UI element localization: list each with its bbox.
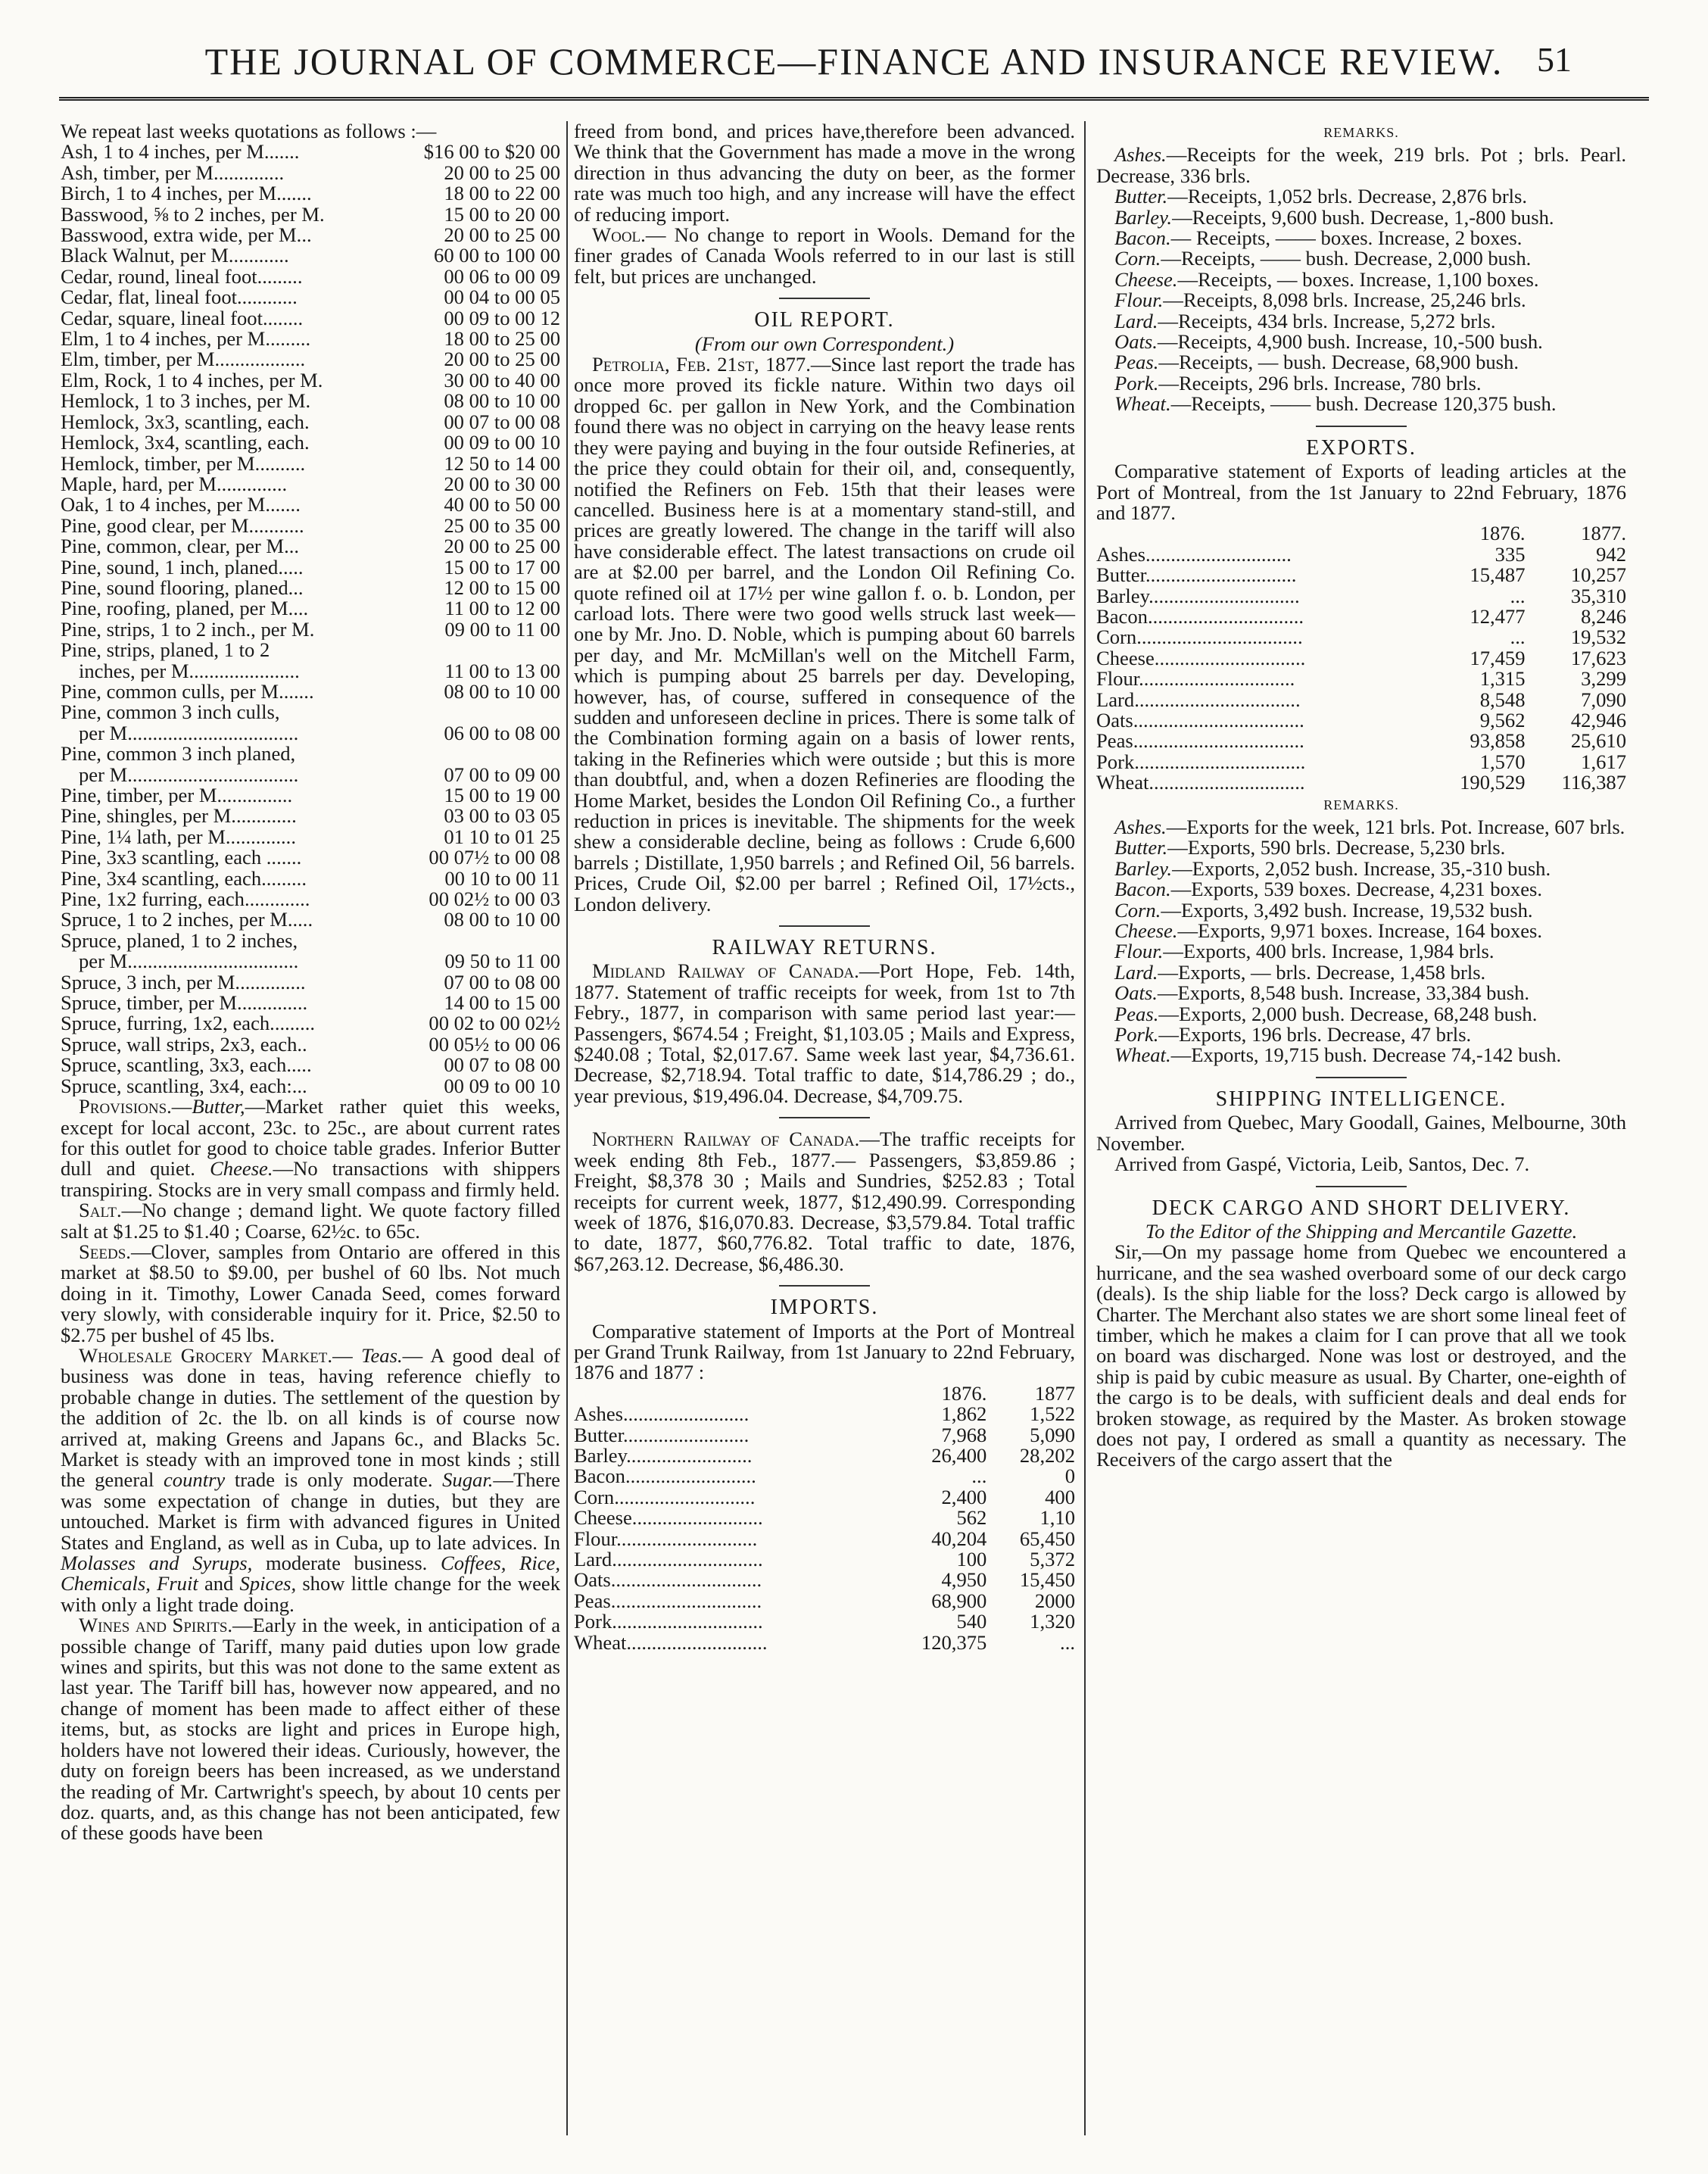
rate-line: Spruce, furring, 1x2, each......... 00 02 to 00 02½ xyxy=(61,1012,560,1035)
rate-line: Spruce, wall strips, 2x3, each.. 00 05½ to 00 06 xyxy=(61,1032,560,1056)
remark-item: Cheese.—Exports, 9,971 boxes. Increase, 164 boxes. xyxy=(1114,919,1542,943)
lumber-rates-list xyxy=(61,972,560,1096)
wines-paragraph: Wines and Spirits.—Early in the week, in anticipation of a possible change of Tariff, many paid duties upon low grade wines and spirits, but this was not done to the same extent as last year. The Tariff bill has, however now appeared, and no change of moment has been made to affect either of these items, but, as stocks are light and prices in Europe high, holders have not lowered their ideas. Curiously, however, the duty on foreign beers has been increased, as we understand the reading of Mr. Cartwright's speech, by about 10 cents per doz. quarts, and, as this change has not been anticipated, few of these goods have been xyxy=(61,1614,560,1845)
remark-item: Oats.—Exports, 8,548 bush. Increase, 33,384 bush. xyxy=(1114,981,1530,1005)
deck-cargo-letter: Sir,—On my passage home from Quebec we encountered a hurricane, and the sea washed overboard some of our deck cargo (deals). Is the ship liable for the loss? Deck cargo is allowed by Charter. The Merchant also states we are short some lineal feet of timber, which he makes a claim for I can prove that all we took on board was discharged. None was lost or destroyed, and the ship is paid by cubic measure as usual. By Charter, one-eighth of the cargo is to be deals, with sufficient deals and deal ends for broken stowage, as required by the Master. As broken stowage does not pay, I ordered as small a quantity as necessary. The Receivers of the cargo assert that the xyxy=(1096,1240,1626,1471)
rate-line: Maple, hard, per M.............. 20 00 to 30 00 xyxy=(61,472,560,495)
rate-line: Pine, timber, per M............... 15 00 to 19 00 xyxy=(61,784,560,806)
remark-item: Pork.—Receipts, 296 brls. Increase, 780 brls. xyxy=(1114,371,1482,395)
exports-heading: EXPORTS. xyxy=(1306,435,1417,460)
rate-line: Pine, strips, planed, 1 to 2 xyxy=(61,638,270,662)
remark-item: Wheat.—Exports, 19,715 bush. Decrease 74,-142 bush. xyxy=(1114,1043,1562,1067)
section-separator xyxy=(779,1117,870,1118)
column-2 xyxy=(574,121,1075,1653)
remark-item: Ashes.—Receipts for the week, 219 brls. Pot ; brls. Pearl. Decrease, 336 brls. xyxy=(1096,143,1626,187)
table-row: Lard................................. 8,548 7,090 xyxy=(1096,688,1626,711)
rate-line: Cedar, square, lineal foot........ 00 09 to 00 12 xyxy=(61,306,560,329)
table-header-row: 1876. 1877 xyxy=(941,1381,1075,1405)
table-row: Pork.................................. 1,570 1,617 xyxy=(1096,750,1626,773)
rate-line: Elm, 1 to 4 inches, per M......... 18 00 to 25 00 xyxy=(61,327,560,351)
rate-line: Spruce, scantling, 3x3, each..... 00 07 to 08 00 xyxy=(61,1053,560,1077)
salt-paragraph: Salt.—No change ; demand light. We quote factory filled salt at $1.25 to $1.40 ; Coarse, 62½c. to 65c. xyxy=(61,1199,560,1243)
table-row: Oats.............................. 4,950 15,450 xyxy=(574,1568,1075,1592)
imports-table xyxy=(574,1383,1075,1653)
rate-line: Hemlock, 3x4, scantling, each. 00 09 to 00 10 xyxy=(61,431,560,454)
table-row: Peas.................................. 93,858 25,610 xyxy=(1096,729,1626,753)
remark-item: Corn.—Exports, 3,492 bush. Increase, 19,532 bush. xyxy=(1114,898,1533,922)
table-row: Cheese.......................... 562 1,10 xyxy=(574,1506,1075,1530)
rate-line: per M.................................. 06 00 to 08 00 xyxy=(79,721,560,744)
rate-line: Ash, 1 to 4 inches, per M....... $16 00 to $20 00 xyxy=(61,140,560,164)
rate-line: Pine, common 3 inch culls, xyxy=(61,700,280,724)
table-row: Pork.............................. 540 1,320 xyxy=(574,1610,1075,1633)
table-row: Cheese.............................. 17,459 17,623 xyxy=(1096,646,1626,669)
deck-cargo-heading: DECK CARGO AND SHORT DELIVERY. xyxy=(1152,1196,1571,1220)
continued-paragraph: freed from bond, and prices have,therefore been advanced. We think that the Government has made a move in the wrong direction in thus advancing the duty on beer, as the former rate was much too high, and any increase will have the effect of reducing import. xyxy=(574,120,1075,226)
oil-report-text: Petrolia, Feb. 21st, 1877.—Since last report the trade has once more proved its fickle nature. Within two days oil dropped 6c. per gallon in New York, and the Combination found there was no object in carrying on the heavy lease rents they were paying and buying in the four outside Refineries, at the price they could obtain for their oil, and, consequently, notified the Refiners on Feb. 15th that their leases were cancelled. Business here is at a momentary stand-still, and prices are greatly lowered. The change in the tariff will also have considerable effect. The latest transactions on crude oil are at $2.00 per barrel, and the London Oil Refining Co. quote refined oil at 17½ per wine gallon f. o. b. London, per carload lots. There were two good wells struck last week—one by Mr. Jno. D. Noble, which is pumping about 60 barrels per day, and Mr. McMillan's well on the Mitchell Farm, which is pumping about 25 barrels per day. Developing, however, has, of course, suffered in consequence of the sudden and unforeseen decline in prices. There is some talk of the Combination forming again on a basis of lower rents, taking in the Refineries which were outside ; but this is more than doubtful, and, when a dozen Refineries are flooding the Home Market, besides the London Oil Refining Co., a further reduction in prices is inevitable. The shipments for the week shew a considerable decline, being as follows : Crude 6,600 barrels ; Distillate, 1,950 barrels ; and Refined Oil, 56 barrels. Prices, Crude Oil, $2.00 per barrel ; Refined Oil, 17½cts., London delivery. xyxy=(574,353,1075,915)
table-row: Ashes......................... 1,862 1,522 xyxy=(574,1402,1075,1426)
rate-line: Pine, strips, 1 to 2 inch., per M. 09 00 to 11 00 xyxy=(61,617,560,641)
rate-line: Pine, sound, 1 inch, planed..... 15 00 to 17 00 xyxy=(61,555,560,579)
remark-item: Ashes.—Exports for the week, 121 brls. Pot. Increase, 607 brls. xyxy=(1114,816,1625,838)
rate-line: inches, per M...................... 11 00 to 13 00 xyxy=(79,659,560,682)
remark-item: Cheese.—Receipts, — boxes. Increase, 1,100 boxes. xyxy=(1114,267,1539,291)
imports-intro: Comparative statement of Imports at the Port of Montreal per Grand Trunk Railway, from 1st January to 22nd February, 1876 and 1877 : xyxy=(574,1319,1075,1384)
table-row: Corn................................. ... 19,532 xyxy=(1096,625,1626,649)
table-row: Barley.............................. ... 35,310 xyxy=(1096,584,1626,607)
journal-title: THE JOURNAL OF COMMERCE—FINANCE AND INSURANCE REVIEW. xyxy=(204,40,1504,83)
table-row: Butter.............................. 15,487 10,257 xyxy=(1096,563,1626,587)
table-row: Oats.................................. 9,562 42,946 xyxy=(1096,708,1626,731)
railway-returns-heading: RAILWAY RETURNS. xyxy=(712,936,937,960)
rate-line: Black Walnut, per M............ 60 00 to 100 00 xyxy=(61,244,560,267)
table-row: Bacon.......................... ... 0 xyxy=(574,1464,1075,1488)
shipping-item: Arrived from Quebec, Mary Goodall, Gaines, Melbourne, 30th November. xyxy=(1096,1111,1626,1155)
table-row: Ashes............................. 335 942 xyxy=(1096,542,1626,566)
remark-item: Barley.—Exports, 2,052 bush. Increase, 35,-310 bush. xyxy=(1114,856,1551,880)
rate-line: Basswood, extra wide, per M... 20 00 to 25 00 xyxy=(61,223,560,247)
remark-item: Peas.—Exports, 2,000 bush. Decrease, 68,248 bush. xyxy=(1114,1002,1538,1025)
exports-table xyxy=(1096,523,1626,793)
header-rule xyxy=(59,97,1649,101)
rate-line: Pine, shingles, per M............. 03 00 to 03 05 xyxy=(61,804,560,828)
northern-railway-text: Northern Railway of Canada.—The traffic receipts for week ending 8th Feb., 1877.— Passengers, $3,859.86 ; Freight, $8,378 30 ; Mails and Sundries, $252.83 ; Total receipts for current week, 1877, $12,490.99. Corresponding week of 1876, $16,070.83. Decrease, $3,579.84. Total traffic to date, 1877, $60,776.82. Total traffic to date, 1876, $67,263.12. Decrease, $6,486.30. xyxy=(574,1128,1075,1275)
oil-report-heading: OIL REPORT. xyxy=(754,308,895,332)
rate-line: Spruce, timber, per M.............. 14 00 to 15 00 xyxy=(61,991,560,1015)
remark-item: Flour.—Receipts, 8,098 brls. Increase, 25,246 brls. xyxy=(1114,289,1526,312)
remark-item: Wheat.—Receipts, —— bush. Decrease 120,375 bush. xyxy=(1114,392,1557,416)
shipping-item: Arrived from Gaspé, Victoria, Leib, Santos, Dec. 7. xyxy=(1114,1153,1530,1176)
page-header xyxy=(0,39,1708,100)
remark-item: Corn.—Receipts, —— bush. Decrease, 2,000 bush. xyxy=(1114,247,1532,270)
imports-heading: IMPORTS. xyxy=(770,1296,879,1320)
table-row: Flour............................... 1,315 3,299 xyxy=(1096,667,1626,691)
rate-line: Pine, sound flooring, planed... 12 00 to 15 00 xyxy=(61,575,560,599)
remarks-list xyxy=(1096,145,1626,414)
remark-item: Lard.—Receipts, 434 brls. Increase, 5,272 brls. xyxy=(1114,309,1496,332)
remarks-heading: REMARKS. xyxy=(1323,125,1399,140)
remark-item: Bacon.— Receipts, —— boxes. Increase, 2 boxes. xyxy=(1114,226,1523,250)
rate-line: Oak, 1 to 4 inches, per M....... 40 00 to 50 00 xyxy=(61,493,560,516)
lumber-rates-list xyxy=(61,785,560,931)
remarks-list xyxy=(1096,817,1626,1066)
rate-line: Spruce, 1 to 2 inches, per M..... 08 00 to 10 00 xyxy=(61,908,560,931)
rate-line: Cedar, round, lineal foot......... 00 06 to 00 09 xyxy=(61,264,560,288)
remarks-heading: REMARKS. xyxy=(1323,797,1399,813)
rate-line: Pine, 3x3 scantling, each ....... 00 07½ to 00 08 xyxy=(61,846,560,869)
table-row: Wheat............................... 190,529 116,387 xyxy=(1096,771,1626,794)
rate-line: Pine, common 3 inch planed, xyxy=(61,742,296,766)
lumber-rates-list xyxy=(61,142,560,640)
rate-line: Pine, roofing, planed, per M.... 11 00 to 12 00 xyxy=(61,597,560,620)
midland-railway-text: Midland Railway of Canada.—Port Hope, Feb. 14th, 1877. Statement of traffic receipts for week, from 1st to 7th Febry., 1877, in comparison with same period last year:—Passengers, $674.54 ; Freight, $1,103.05 ; Mails and Express, $240.08 ; Total, $2,017.67. Same week last year, $4,736.61. Decrease, $2,718.94. Total traffic to date, $14,786.29 ; do., year previous, $19,496.04. Decrease, $4,709.75. xyxy=(574,959,1076,1107)
rate-line: per M.................................. 07 00 to 09 00 xyxy=(79,763,560,786)
rate-line: Cedar, flat, lineal foot............ 00 04 to 00 05 xyxy=(61,285,560,309)
rate-line: Ash, timber, per M.............. 20 00 to 25 00 xyxy=(61,161,560,184)
section-separator xyxy=(1316,426,1407,427)
remark-item: Barley.—Receipts, 9,600 bush. Decrease, 1,-800 bush. xyxy=(1114,205,1554,229)
rate-line: Hemlock, 3x3, scantling, each. 00 07 to 00 08 xyxy=(61,410,560,433)
rate-line: Hemlock, timber, per M.......... 12 50 to 14 00 xyxy=(61,451,560,475)
rate-line: Spruce, 3 inch, per M.............. 07 00 to 08 00 xyxy=(61,970,560,993)
table-row: Butter......................... 7,968 5,090 xyxy=(574,1423,1075,1446)
rate-line: Spruce, planed, 1 to 2 inches, xyxy=(61,928,298,952)
table-row: Flour............................ 40,204 65,450 xyxy=(574,1527,1075,1550)
column-1 xyxy=(61,121,560,1844)
wool-paragraph: Wool.— No change to report in Wools. Demand for the finer grades of Canada Wools referred to in our last is still felt, but prices are unchanged. xyxy=(574,223,1075,288)
rate-line: Pine, good clear, per M........... 25 00 to 35 00 xyxy=(61,513,560,537)
page-number: 51 xyxy=(1537,40,1572,79)
remark-item: Butter.—Receipts, 1,052 brls. Decrease, 2,876 brls. xyxy=(1114,185,1528,208)
table-header-row: 1876. 1877. xyxy=(1479,522,1626,545)
rate-line: Pine, 3x4 scantling, each......... 00 10 to 00 11 xyxy=(61,866,560,890)
rate-line: Pine, common culls, per M....... 08 00 to 10 00 xyxy=(61,679,560,703)
column-divider xyxy=(1084,121,1086,2135)
oil-report-subheading: (From our own Correspondent.) xyxy=(694,332,955,355)
table-row: Corn............................ 2,400 400 xyxy=(574,1485,1075,1508)
table-row: Bacon............................... 12,477 8,246 xyxy=(1096,604,1626,628)
table-row: Lard.............................. 100 5,372 xyxy=(574,1548,1075,1570)
rate-line: Spruce, scantling, 3x4, each:... 00 09 to 00 10 xyxy=(61,1074,560,1097)
rate-line: per M.................................. 09 50 to 11 00 xyxy=(79,950,560,973)
section-separator xyxy=(779,298,870,299)
provisions-paragraph: Provisions.—Butter,—Market rather quiet this weeks, except for local accont, 23c. to 25c., are about current rates for this outlet for good to choice table grades. Inferior Butter dull and quiet. Cheese.—No transactions with shippers transpiring. Stocks are in very small compass and firmly held. xyxy=(61,1095,561,1201)
remark-item: Butter.—Exports, 590 brls. Decrease, 5,230 brls. xyxy=(1114,836,1506,859)
column-divider xyxy=(566,121,568,2135)
rate-line: Pine, 1¼ lath, per M.............. 01 10 to 01 25 xyxy=(61,825,560,848)
rate-line: Elm, Rock, 1 to 4 inches, per M. 30 00 to 40 00 xyxy=(61,368,560,391)
shipping-heading: SHIPPING INTELLIGENCE. xyxy=(1215,1087,1507,1111)
remark-item: Pork.—Exports, 196 brls. Decrease, 47 brls. xyxy=(1114,1023,1472,1046)
table-row: Wheat............................ 120,375 ... xyxy=(574,1630,1075,1654)
section-separator xyxy=(1316,1186,1407,1187)
rate-line: Elm, timber, per M.................. 20 00 to 25 00 xyxy=(61,348,560,371)
remark-item: Bacon.—Exports, 539 boxes. Decrease, 4,231 boxes. xyxy=(1114,878,1542,901)
section-separator xyxy=(779,1285,870,1287)
section-separator xyxy=(1316,1077,1407,1078)
exports-intro: Comparative statement of Exports of leading articles at the Port of Montreal, from the 1st January to 22nd February, 1876 and 1877. xyxy=(1096,460,1626,524)
remark-item: Flour.—Exports, 400 brls. Increase, 1,984 brls. xyxy=(1114,940,1494,963)
rate-line: Pine, common, clear, per M... 20 00 to 25 00 xyxy=(61,535,560,558)
table-row: Barley......................... 26,400 28,202 xyxy=(574,1443,1075,1467)
deck-cargo-subheading: To the Editor of the Shipping and Mercantile Gazette. xyxy=(1145,1219,1578,1243)
remark-item: Lard.—Exports, — brls. Decrease, 1,458 brls. xyxy=(1114,960,1486,984)
remark-item: Peas.—Receipts, — bush. Decrease, 68,900 bush. xyxy=(1114,351,1519,374)
section-separator xyxy=(779,925,870,927)
rate-line: Hemlock, 1 to 3 inches, per M. 08 00 to 10 00 xyxy=(61,389,560,413)
table-row: Peas.............................. 68,900 2000 xyxy=(574,1589,1075,1612)
rate-line: Pine, 1x2 furring, each............. 00 02½ to 00 03 xyxy=(61,887,560,911)
remark-item: Oats.—Receipts, 4,900 bush. Increase, 10,-500 bush. xyxy=(1114,330,1543,354)
rate-line: Basswood, ⅝ to 2 inches, per M. 15 00 to 20 00 xyxy=(61,202,560,226)
grocery-paragraph: Wholesale Grocery Market.— Teas.— A good deal of business was done in teas, having reference chiefly to probable change in duties. The settlement of the question by the addition of 2c. the lb. on all kinds is of course now arrived at, making Greens and Japans 6c., and Blacks 5c. Market is steady with an improved tone in most kinds ; still the general country trade is only moderate. Sugar.—There was some expectation of change in duties, but they are untouched. Market is firm with advanced figures in United States and England, as well as in Cuba, up to late advices. In Molasses and Syrups, moderate business. Coffees, Rice, Chemicals, Fruit and Spices, show little change for the week with only a light trade doing. xyxy=(61,1343,561,1616)
seeds-paragraph: Seeds.—Clover, samples from Ontario are offered in this market at $8.50 to $9.00, per bushel of 60 lbs. Not much doing in it. Timothy, Lower Canada Seed, comes forward very slowly, with considerable inquiry for it. Price, $2.50 to $2.75 per bushel of 45 lbs. xyxy=(61,1240,560,1346)
quotations-intro: We repeat last weeks quotations as follows :— xyxy=(61,120,437,142)
rate-line: Birch, 1 to 4 inches, per M....... 18 00 to 22 00 xyxy=(61,182,560,205)
column-3 xyxy=(1096,121,1626,1471)
